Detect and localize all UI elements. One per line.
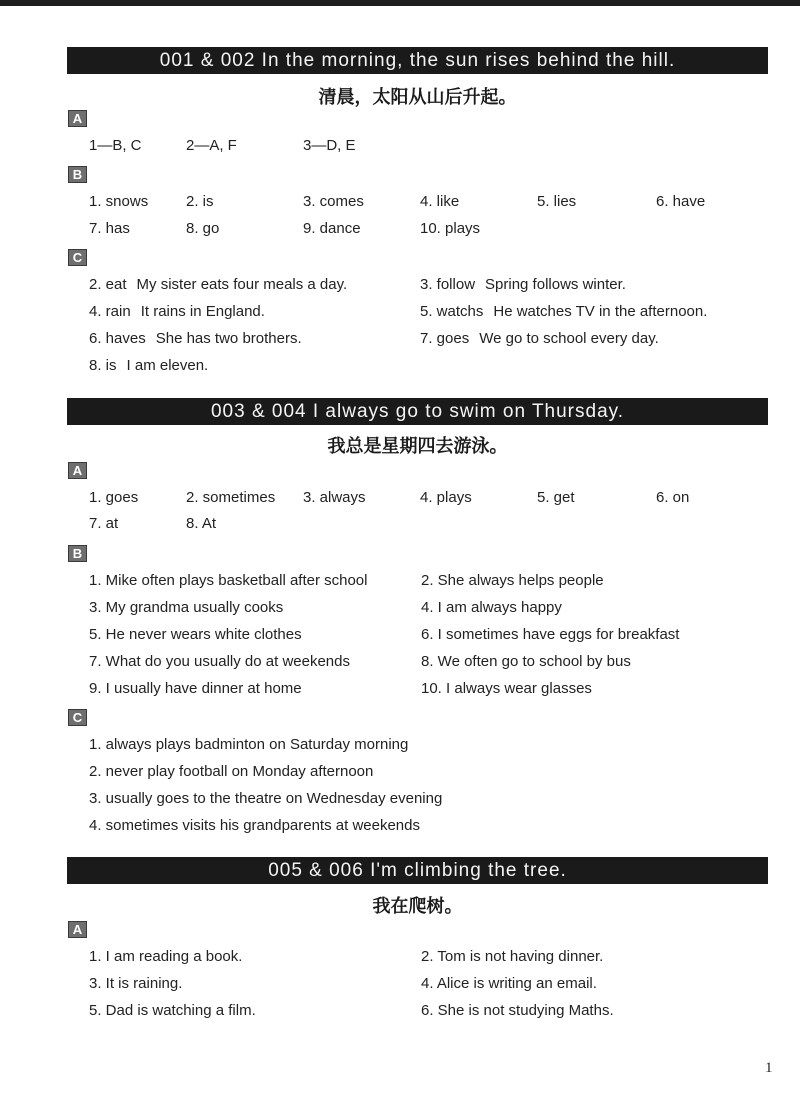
answer-item: 1. always plays badminton on Saturday morning [89, 736, 409, 753]
answer-item [89, 276, 347, 293]
answer-sentence: Spring follows winter. [485, 276, 626, 293]
answer-item: 1. goes [89, 489, 139, 506]
answer-sentence: It rains in England. [140, 303, 265, 320]
answer-item [420, 330, 659, 347]
section2-label-c: C [68, 709, 87, 726]
section2-label-b: B [68, 545, 87, 562]
answer-item: 6. on [656, 489, 690, 506]
answer-item: 1. I am reading a book. [89, 948, 243, 965]
answer-item: 5. Dad is watching a film. [89, 1002, 256, 1019]
answer-sentence: I am eleven. [126, 357, 209, 374]
section1-subtitle: 清晨，太阳从山后升起。 [318, 87, 517, 108]
answer-word: 7. goes [420, 330, 470, 347]
answer-item: 2. is [186, 193, 214, 210]
answer-item: 8. go [186, 220, 220, 237]
answer-item: 3. It is raining. [89, 975, 183, 992]
answer-item: 7. at [89, 515, 119, 532]
answer-item: 6. She is not studying Maths. [421, 1002, 614, 1019]
answer-item: 2. sometimes [186, 489, 276, 506]
answer-item: 10. plays [420, 220, 481, 237]
section2-banner: 003 & 004 I always go to swim on Thursday. [67, 398, 768, 425]
answer-item [89, 303, 265, 320]
answer-item: 6. I sometimes have eggs for breakfast [421, 626, 680, 643]
answer-item: 5. lies [537, 193, 577, 210]
answer-item: 1. Mike often plays basketball after school [89, 572, 368, 589]
answer-item: 9. dance [303, 220, 361, 237]
answer-word: 8. is [89, 357, 117, 374]
section2-label-a: A [68, 462, 87, 479]
answer-sentence: He watches TV in the afternoon. [493, 303, 708, 320]
answer-word: 6. haves [89, 330, 146, 347]
section2-subtitle: 我总是星期四去游泳。 [327, 436, 508, 457]
answer-item: 3. always [303, 489, 366, 506]
answer-item: 3—D, E [303, 137, 356, 154]
answer-item: 6. have [656, 193, 706, 210]
answer-item: 4. Alice is writing an email. [421, 975, 597, 992]
answer-sentence: We go to school every day. [479, 330, 659, 347]
answer-item: 5. He never wears white clothes [89, 626, 302, 643]
answer-item [420, 303, 707, 320]
answer-item: 8. At [186, 515, 217, 532]
answer-item: 4. I am always happy [421, 599, 562, 616]
answer-sentence: She has two brothers. [155, 330, 302, 347]
section1-banner: 001 & 002 In the morning, the sun rises behind the hill. [67, 47, 768, 74]
answer-item: 3. My grandma usually cooks [89, 599, 284, 616]
answer-item: 7. What do you usually do at weekends [89, 653, 350, 670]
answer-item [420, 276, 626, 293]
answer-item [89, 357, 208, 374]
answer-item [89, 330, 302, 347]
answer-item: 3. comes [303, 193, 364, 210]
answer-item: 8. We often go to school by bus [421, 653, 631, 670]
section1-label-a: A [68, 110, 87, 127]
page-number: 1 [765, 1060, 773, 1076]
answer-sentence: My sister eats four meals a day. [136, 276, 348, 293]
answer-item: 2—A, F [186, 137, 237, 154]
answer-word: 4. rain [89, 303, 131, 320]
answer-item: 2. Tom is not having dinner. [421, 948, 604, 965]
answer-word: 3. follow [420, 276, 476, 293]
section3-label-a: A [68, 921, 87, 938]
answer-item: 4. plays [420, 489, 472, 506]
answer-item: 3. usually goes to the theatre on Wednesday evening [89, 790, 443, 807]
section1-label-b: B [68, 166, 87, 183]
answer-item: 4. sometimes visits his grandparents at weekends [89, 817, 420, 834]
answer-word: 5. watchs [420, 303, 484, 320]
answer-item: 9. I usually have dinner at home [89, 680, 302, 697]
answer-item: 1—B, C [89, 137, 142, 154]
answer-item: 7. has [89, 220, 130, 237]
answer-item: 1. snows [89, 193, 149, 210]
answer-item: 4. like [420, 193, 460, 210]
answer-word: 2. eat [89, 276, 127, 293]
section3-banner: 005 & 006 I'm climbing the tree. [67, 857, 768, 884]
answer-item: 10. I always wear glasses [421, 680, 592, 697]
answer-item: 2. never play football on Monday afternoon [89, 763, 374, 780]
section3-subtitle: 我在爬树。 [372, 896, 463, 917]
answer-item: 2. She always helps people [421, 572, 604, 589]
section1-label-c: C [68, 249, 87, 266]
answer-item: 5. get [537, 489, 575, 506]
